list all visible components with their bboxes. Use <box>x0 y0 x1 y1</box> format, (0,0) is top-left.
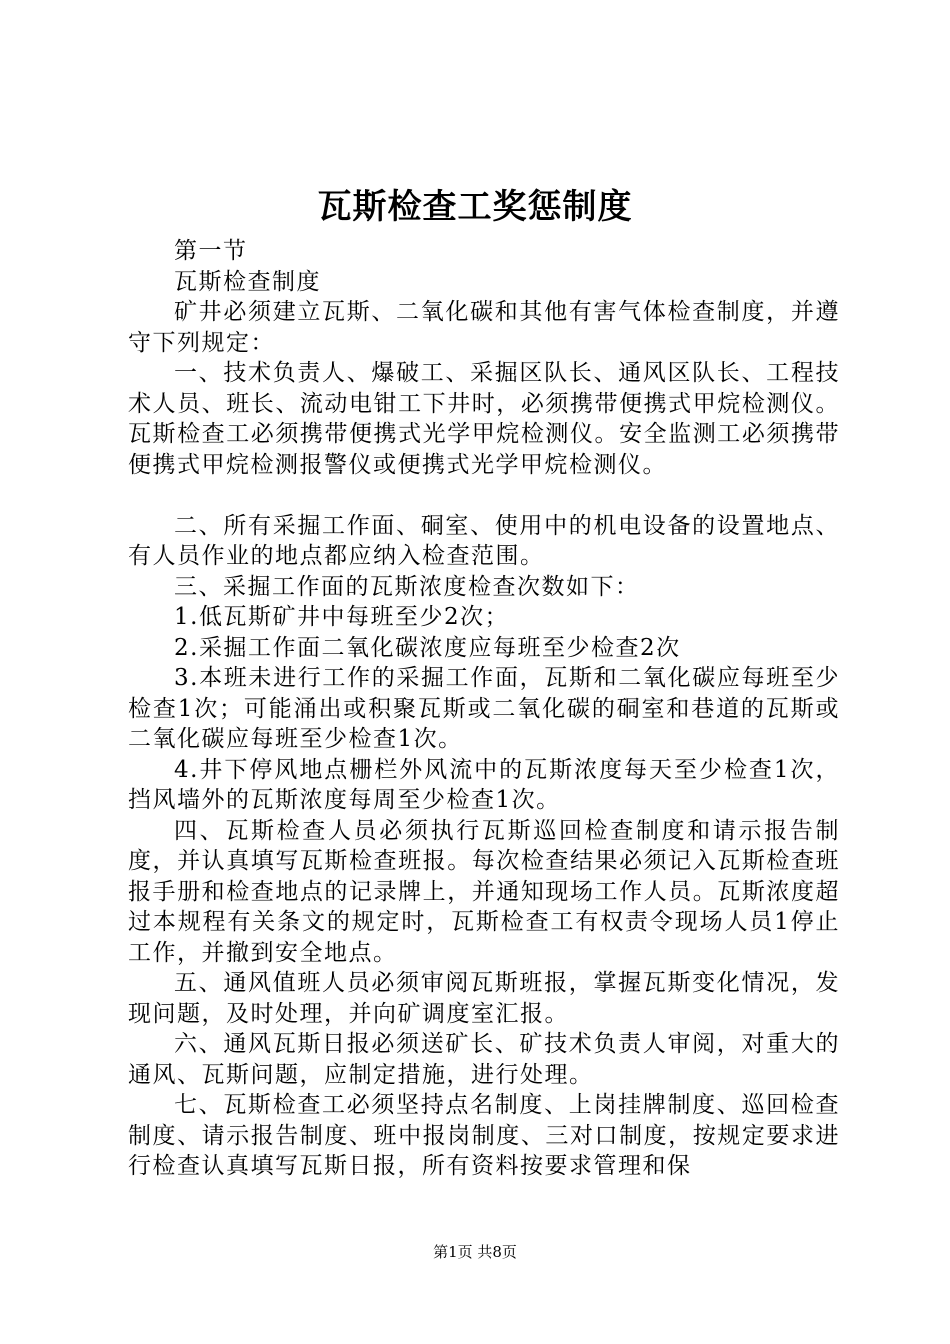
paragraph: 五、通风值班人员必须审阅瓦斯班报，掌握瓦斯变化情况，发现问题，及时处理，并向矿调度室汇报。 <box>128 970 840 1027</box>
list-item: 4.井下停风地点栅栏外风流中的瓦斯浓度每天至少检查1次，挡风墙外的瓦斯浓度每周至少检查1次。 <box>128 756 840 813</box>
paragraph: 二、所有采掘工作面、硐室、使用中的机电设备的设置地点、有人员作业的地点都应纳入检查范围。 <box>128 512 840 569</box>
section-heading: 第一节 <box>174 238 248 264</box>
paragraph: 四、瓦斯检查人员必须执行瓦斯巡回检查制度和请示报告制度，并认真填写瓦斯检查班报。每次检查结果必须记入瓦斯检查班报手册和检查地点的记录牌上，并通知现场工作人员。瓦斯浓度超过本规程有关条文的规定时，瓦斯检查工有权责令现场人员1停止工作，并撤到安全地点。 <box>128 817 840 966</box>
paragraph: 六、通风瓦斯日报必须送矿长、矿技术负责人审阅，对重大的通风、瓦斯问题，应制定措施，进行处理。 <box>128 1031 840 1088</box>
paragraph: 七、瓦斯检查工必须坚持点名制度、上岗挂牌制度、巡回检查制度、请示报告制度、班中报岗制度、三对口制度，按规定要求进行检查认真填写瓦斯日报，所有资料按要求管理和保 <box>128 1092 840 1179</box>
list-item: 1.低瓦斯矿井中每班至少2次； <box>174 604 510 630</box>
paragraph: 矿井必须建立瓦斯、二氧化碳和其他有害气体检查制度，并遵守下列规定： <box>128 299 840 356</box>
section-subheading: 瓦斯检查制度 <box>174 268 321 295</box>
page-footer: 第1页 共8页 <box>433 1243 517 1261</box>
paragraph: 一、技术负责人、爆破工、采掘区队长、通风区队长、工程技术人员、班长、流动电钳工下井时，必须携带便携式甲烷检测仪。瓦斯检查工必须携带便携式光学甲烷检测仪。安全监测工必须携带便携式甲烷检测报警仪或便携式光学甲烷检测仪。 <box>128 360 840 478</box>
document-title: 瓦斯检查工奖惩制度 <box>317 187 633 227</box>
paragraph: 三、采掘工作面的瓦斯浓度检查次数如下： <box>174 573 640 600</box>
list-item: 3.本班未进行工作的采掘工作面，瓦斯和二氧化碳应每班至少检查1次；可能涌出或积聚瓦斯或二氧化碳的硐室和巷道的瓦斯或二氧化碳应每班至少检查1次。 <box>128 665 840 752</box>
document-body <box>128 236 840 1182</box>
blank-line <box>128 480 840 511</box>
list-item: 2.采掘工作面二氧化碳浓度应每班至少检查2次 <box>174 634 681 661</box>
